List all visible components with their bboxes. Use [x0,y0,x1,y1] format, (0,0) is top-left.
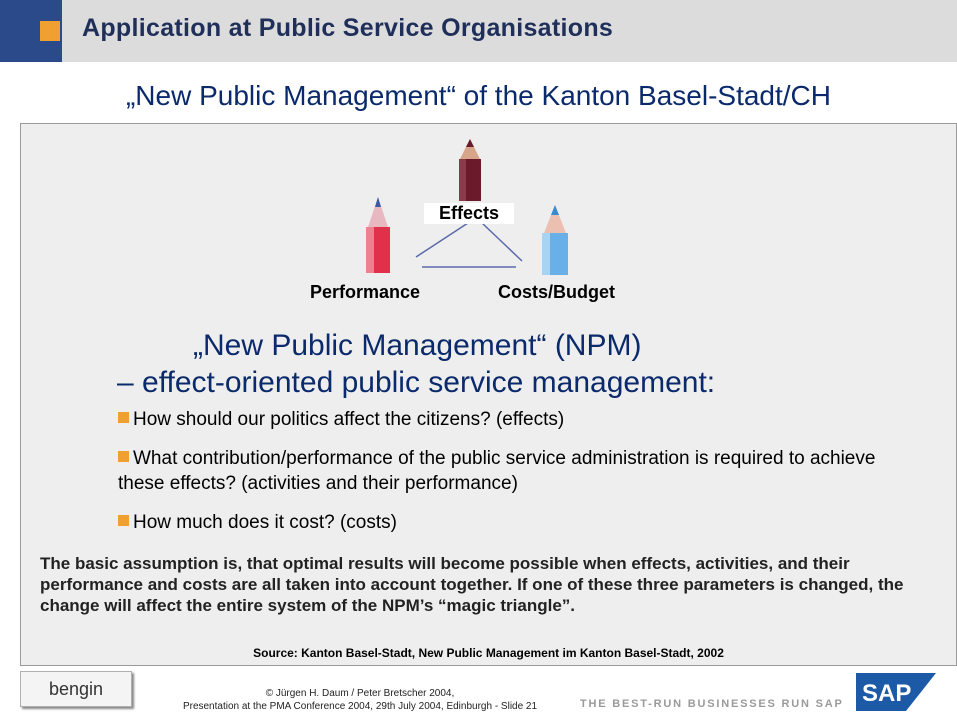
assumption-paragraph: The basic assumption is, that optimal results will become possible when effects, activities, and their performance and costs are all taken into account together. If one of these three parameters is changed, the change will affect the entire system of the NPM’s “magic triangle”. [40,554,904,615]
diagram-label-effects: Effects [424,203,514,224]
pencil-performance-icon [366,197,390,273]
bullet-item [118,510,878,535]
footer-copyright [160,687,560,713]
sap-tagline: THE BEST-RUN BUSINESSES RUN SAP [580,698,844,710]
triangle-edge-right [482,223,522,261]
bullet-square-icon [118,515,129,526]
copyright-line1: © Jürgen H. Daum / Peter Bretscher 2004, [265,688,455,699]
pencil-effects-icon [459,139,481,201]
slide-title: „New Public Management“ of the Kanton Basel-Stadt/CH [125,80,832,111]
pencil-costs-icon [542,205,568,275]
header-orange-square [40,21,60,41]
triangle-edge-left [416,223,468,257]
bullet-text: What contribution/performance of the public service administration is required to achieve these effects? (activities and their performance) [118,448,876,494]
bengin-logo: bengin [20,671,132,707]
npm-heading-line1: „New Public Management“ (NPM) [193,329,642,362]
bullet-item [118,446,878,496]
bullet-item [118,407,878,432]
copyright-line2: Presentation at the PMA Conference 2004, 29th July 2004, Edinburgh - Slide 21 [182,701,538,712]
bullet-text: How much does it cost? (costs) [133,512,397,533]
sap-logo-text: SAP [862,680,912,707]
sap-logo-icon [856,673,936,711]
npm-heading-line2: – effect-oriented public service management: [117,366,716,399]
header-title: Application at Public Service Organisations [82,14,614,42]
source-citation: Source: Kanton Basel-Stadt, New Public Management im Kanton Basel-Stadt, 2002 [253,646,724,660]
bullet-square-icon [118,412,129,423]
bullet-square-icon [118,451,129,462]
diagram-label-performance: Performance [310,282,421,302]
bullet-text: How should our politics affect the citizens? (effects) [133,409,565,430]
diagram-label-costs: Costs/Budget [498,282,615,302]
